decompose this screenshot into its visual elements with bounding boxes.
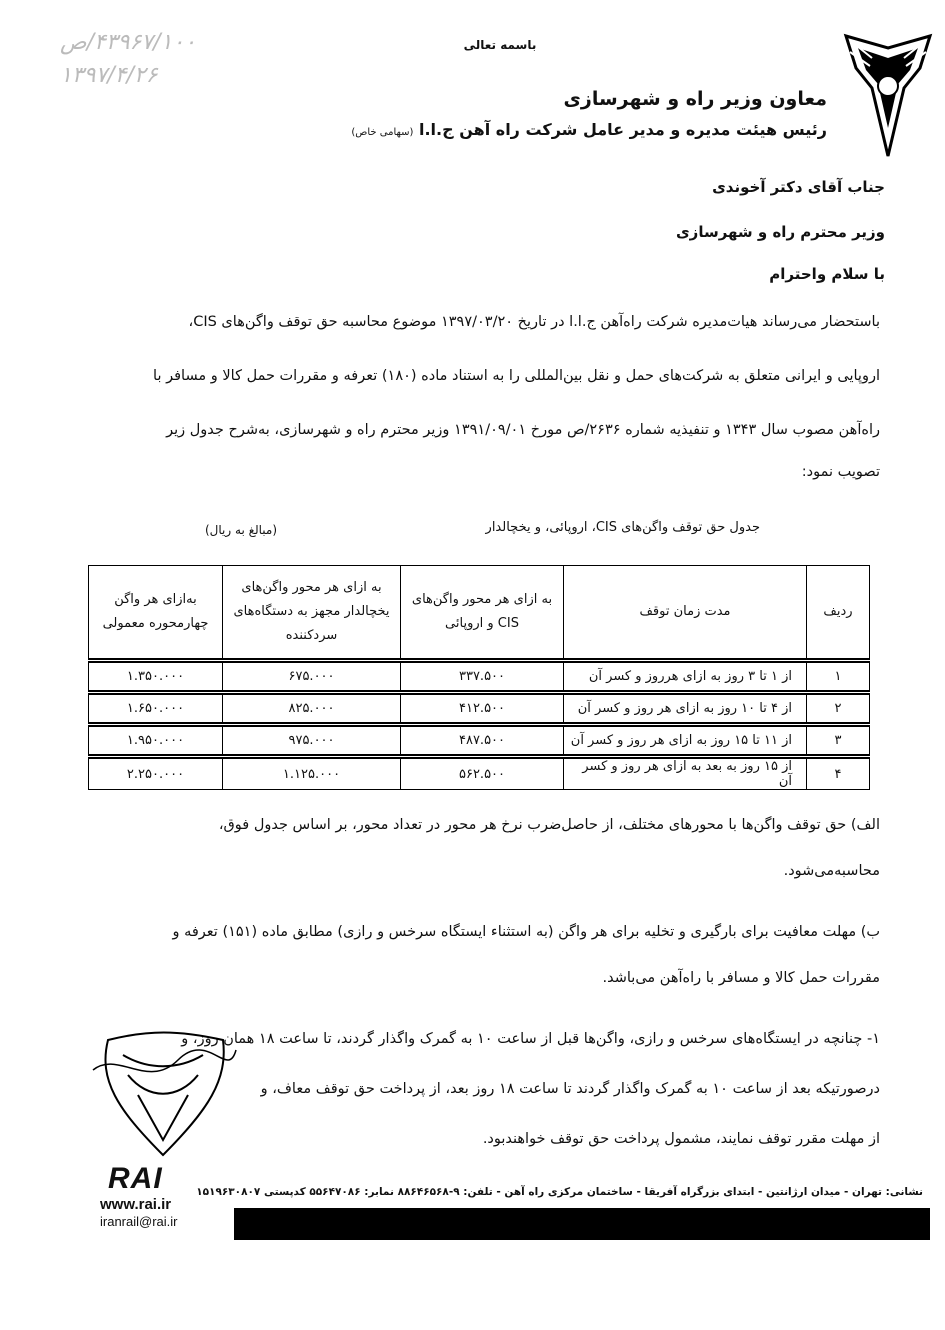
clause-1-line: ۱- چنانچه در ایستگاه‌های سرخس و رازی، واگن‌ها قبل از ساعت ۱۰ به گمرک واگذار گردند، تا ساعت ۱۸ همان روز، و <box>181 1031 880 1047</box>
row-duration: از ۱ تا ۳ روز به ازای هرروز و کسر آن <box>564 661 807 693</box>
table-header-row <box>89 566 870 661</box>
row-regular-rate: ۱.۶۵۰.۰۰۰ <box>89 693 223 725</box>
addressee-position: وزیر محترم راه و شهرسازی <box>675 223 885 241</box>
row-duration: از ۱۱ تا ۱۵ روز به ازای هر روز و کسر آن <box>564 725 807 757</box>
footer-address: نشانی: تهران - میدان ارژانتین - ابتدای بزرگراه آفریقا - ساختمان مرکزی راه آهن - تلفن: ۹-۸۸۶۴۶۵۶۸ نمابر: ۵۵۶۴۷۰۸۶ کدپستی ۱۵۱۹۶۳۰۸۰۷ <box>196 1186 923 1198</box>
clause-a-line: محاسبه‌می‌شود. <box>783 863 880 879</box>
row-fridge-rate: ۹۷۵.۰۰۰ <box>223 725 401 757</box>
row-fridge-rate: ۸۲۵.۰۰۰ <box>223 693 401 725</box>
row-regular-rate: ۲.۲۵۰.۰۰۰ <box>89 757 223 790</box>
row-number: ۳ <box>807 725 870 757</box>
clause-a-line: الف) حق توقف واگن‌ها با محورهای مختلف، از حاصل‌ضرب نرخ هر محور در تعداد محور، بر اساس جدول فوق، <box>218 817 880 833</box>
addressee-name: جناب آقای دکتر آخوندی <box>712 178 885 196</box>
row-number: ۴ <box>807 757 870 790</box>
demurrage-rate-table <box>88 565 870 790</box>
row-duration: از ۱۵ روز به بعد به ازای هر روز و کسر آن <box>564 757 807 790</box>
clause-a <box>60 806 880 890</box>
rai-logo: RAI <box>108 1162 163 1195</box>
contact-email: iranrail@rai.ir <box>100 1214 178 1229</box>
header-refrigerated: به ازای هر محور واگن‌های یخچالدار مجهز به دستگاه‌های سردکننده <box>223 566 401 661</box>
footer-black-bar <box>234 1208 930 1240</box>
row-cis-rate: ۴۸۷.۵۰۰ <box>401 725 564 757</box>
row-cis-rate: ۳۳۷.۵۰۰ <box>401 661 564 693</box>
row-cis-rate: ۴۱۲.۵۰۰ <box>401 693 564 725</box>
clause-1-line: از مهلت مقرر توقف نمایند، مشمول پرداخت حق توقف خواهندبود. <box>482 1131 880 1147</box>
row-regular-rate: ۱.۹۵۰.۰۰۰ <box>89 725 223 757</box>
table-row <box>89 725 870 757</box>
sender-title-ceo <box>351 120 827 139</box>
clause-b-line: ب) مهلت معافیت برای بارگیری و تخلیه برای هر واگن (به استثناء ایستگاه سرخس و رازی) مطابق ماده (۱۵۱) تعرفه و <box>172 924 880 940</box>
row-cis-rate: ۵۶۲.۵۰۰ <box>401 757 564 790</box>
header-duration: مدت زمان توقف <box>564 566 807 661</box>
clause-b <box>60 913 880 997</box>
row-duration: از ۴ تا ۱۰ روز به ازای هر روز و کسر آن <box>564 693 807 725</box>
clause-1-line: درصورتیکه بعد از ساعت ۱۰ به گمرک واگذار گردند تا ساعت ۱۸ روز بعد، از پرداخت حق توقف معاف، و <box>260 1081 880 1097</box>
sender-title-ceo-text: رئیس هیئت مدیره و مدیر عامل شرکت راه آهن ج.ا.ا <box>418 120 827 139</box>
row-number: ۲ <box>807 693 870 725</box>
greeting: با سلام واحترام <box>769 265 885 283</box>
signature-seal-icon <box>88 1030 238 1160</box>
clause-b-line: مقررات حمل کالا و مسافر با راه‌آهن می‌باشد. <box>602 970 880 986</box>
row-fridge-rate: ۱.۱۲۵.۰۰۰ <box>223 757 401 790</box>
table-caption: جدول حق توقف واگن‌های CIS، اروپائی، و یخچالدار <box>485 520 760 535</box>
intro-paragraph <box>60 303 880 491</box>
header-row-number: ردیف <box>807 566 870 661</box>
header-cis-european: به ازای هر محور واگن‌های CIS و اروپائی <box>401 566 564 661</box>
sender-title-deputy-minister: معاون وزیر راه و شهرسازی <box>563 88 827 110</box>
row-fridge-rate: ۶۷۵.۰۰۰ <box>223 661 401 693</box>
website-url: www.rai.ir <box>100 1196 172 1213</box>
row-regular-rate: ۱.۳۵۰.۰۰۰ <box>89 661 223 693</box>
header-regular-four-axle: به‌ازای هر واگن چهارمحوره معمولی <box>89 566 223 661</box>
handwritten-letter-number: ۴۳۹۶۷/۱۰۰/ص ۱۳۹۷/۴/۲۶ <box>60 30 196 88</box>
intro-line: راه‌آهن مصوب سال ۱۳۴۳ و تنفیذیه شماره ۲۶۳۶/ص مورخ ۱۳۹۱/۰۹/۰۱ وزیر محترم راه و شهرسازی، به‌شرح جدول زیر <box>166 422 880 438</box>
intro-line: تصویب نمود: <box>801 464 880 480</box>
basmala: باسمه تعالی <box>463 38 537 52</box>
table-row <box>89 757 870 790</box>
table-unit: (مبالغ به ریال) <box>205 523 278 537</box>
intro-line: باستحضار می‌رساند هیات‌مدیره شرکت راه‌آهن ج.ا.ا در تاریخ ۱۳۹۷/۰۳/۲۰ موضوع محاسبه حق توقف واگن‌های CIS، <box>188 314 880 330</box>
row-number: ۱ <box>807 661 870 693</box>
table-row <box>89 693 870 725</box>
company-type-note: (سهامی خاص) <box>351 127 414 138</box>
table-row <box>89 661 870 693</box>
intro-line: اروپایی و ایرانی متعلق به شرکت‌های حمل و نقل بین‌المللی را به استناد ماده (۱۸۰) تعرفه و مقررات حمل کالا و مسافر با <box>153 368 880 384</box>
railway-winged-emblem-icon <box>842 28 934 158</box>
